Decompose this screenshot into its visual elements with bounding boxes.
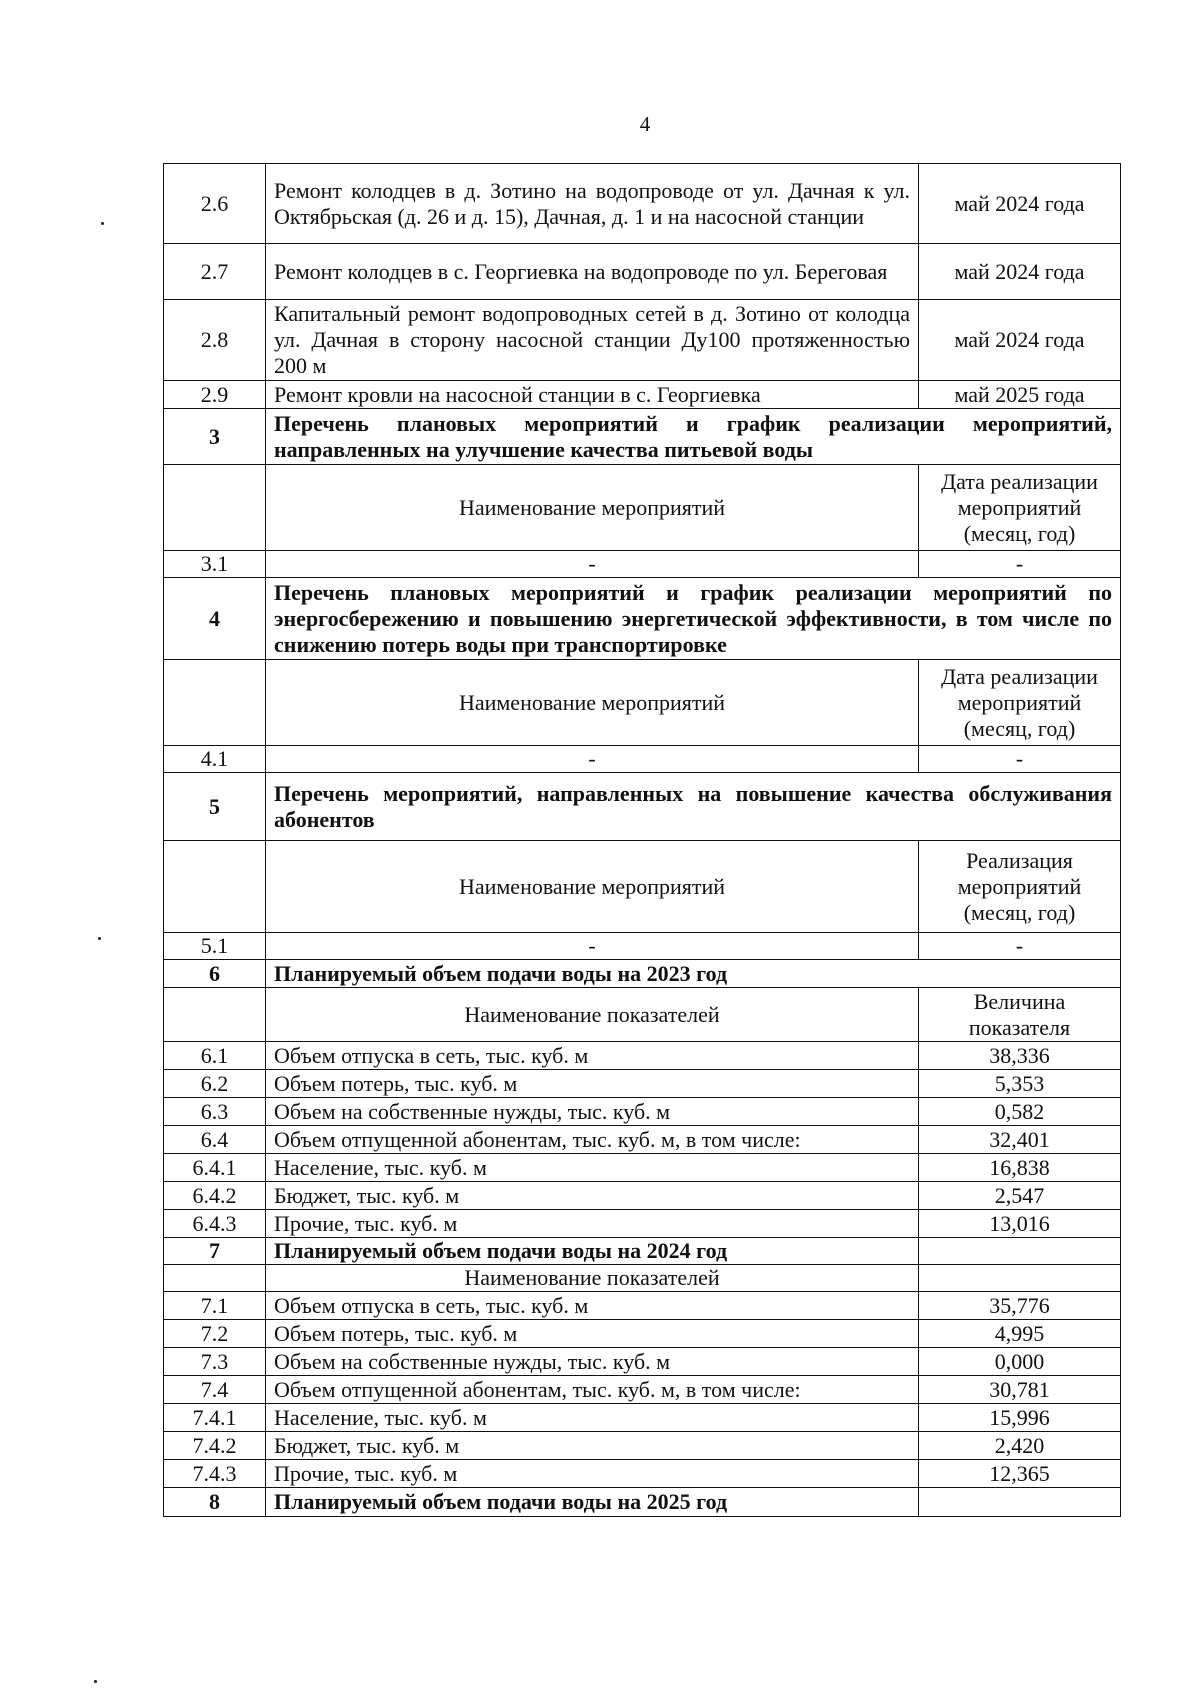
indicator-name: Объем отпуска в сеть, тыс. куб. м [266,1042,919,1070]
empty-cell [164,1265,266,1292]
measure-date: май 2024 года [919,164,1121,244]
section-number: 7 [164,1238,266,1265]
table-row [164,1070,1121,1098]
row-number: 2.8 [164,300,266,381]
section-title: Планируемый объем подачи воды на 2024 год [266,1238,919,1265]
indicator-value: 5,353 [919,1070,1121,1098]
section-row [164,773,1121,841]
table-row [164,1182,1121,1210]
scan-speck [98,937,101,940]
indicator-name: Объем отпущенной абонентам, тыс. куб. м, в том числе: [266,1376,919,1404]
column-header-row [164,660,1121,746]
page-number: 4 [639,112,651,136]
column-header-name: Наименование мероприятий [266,465,919,551]
column-header-indicator: Наименование показателей [266,988,919,1042]
section-title: Перечень плановых мероприятий и график реализации мероприятий по энергосбережению и повышению энергетической эффективности, в том числе по снижению потерь воды при транспортировке [266,578,1121,660]
table-row [164,1404,1121,1432]
indicator-name: Население, тыс. куб. м [266,1154,919,1182]
column-header-date: Дата реализации мероприятий (месяц, год) [919,660,1121,746]
indicator-name: Объем на собственные нужды, тыс. куб. м [266,1348,919,1376]
measure-date: май 2024 года [919,244,1121,300]
indicator-value: 4,995 [919,1320,1121,1348]
table-row [164,1460,1121,1488]
empty-cell [164,988,266,1042]
measure-name: Капитальный ремонт водопроводных сетей в д. Зотино от колодца ул. Дачная в сторону насосной станции Ду100 протяженностью 200 м [266,300,919,381]
row-number: 7.4.1 [164,1404,266,1432]
indicator-name: Объем потерь, тыс. куб. м [266,1070,919,1098]
indicator-name: Население, тыс. куб. м [266,1404,919,1432]
table-row [164,164,1121,244]
table-row [164,300,1121,381]
measure-date: - [919,933,1121,960]
indicator-value: 0,000 [919,1348,1121,1376]
section-title: Планируемый объем подачи воды на 2025 год [266,1488,919,1517]
measure-name: - [266,933,919,960]
indicator-value: 2,547 [919,1182,1121,1210]
row-number: 2.7 [164,244,266,300]
table-row [164,1154,1121,1182]
column-header-value [919,1265,1121,1292]
indicator-name: Объем потерь, тыс. куб. м [266,1320,919,1348]
scan-speck [101,222,104,225]
section-number: 3 [164,409,266,465]
row-number: 6.3 [164,1098,266,1126]
column-header-name: Наименование мероприятий [266,841,919,933]
indicator-value: 15,996 [919,1404,1121,1432]
row-number: 7.1 [164,1292,266,1320]
table-row [164,381,1121,409]
indicator-name: Прочие, тыс. куб. м [266,1460,919,1488]
measures-table [163,163,1121,1517]
row-number: 7.3 [164,1348,266,1376]
section-row [164,1488,1121,1517]
section-title: Перечень мероприятий, направленных на повышение качества обслуживания абонентов [266,773,1121,841]
row-number: 6.2 [164,1070,266,1098]
empty-cell [164,660,266,746]
table-row [164,1432,1121,1460]
column-header-row [164,465,1121,551]
row-number: 6.4.2 [164,1182,266,1210]
row-number: 4.1 [164,746,266,773]
empty-cell [164,465,266,551]
indicator-value: 32,401 [919,1126,1121,1154]
indicator-value: 2,420 [919,1432,1121,1460]
indicator-value: 16,838 [919,1154,1121,1182]
table-row [164,1320,1121,1348]
row-number: 6.4.1 [164,1154,266,1182]
row-number: 7.4.2 [164,1432,266,1460]
row-number: 7.2 [164,1320,266,1348]
table-row [164,1042,1121,1070]
section-title: Перечень плановых мероприятий и график реализации мероприятий, направленных на улучшение качества питьевой воды [266,409,1121,465]
column-header-date: Дата реализации мероприятий (месяц, год) [919,465,1121,551]
measure-date: - [919,551,1121,578]
indicator-name: Объем отпуска в сеть, тыс. куб. м [266,1292,919,1320]
empty-cell [164,841,266,933]
indicator-value: 0,582 [919,1098,1121,1126]
measure-date: май 2025 года [919,381,1121,409]
row-number: 2.6 [164,164,266,244]
row-number: 5.1 [164,933,266,960]
table-row [164,1348,1121,1376]
column-header-value: Величина показателя [919,988,1121,1042]
indicator-value [919,1238,1121,1265]
measure-name: Ремонт кровли на насосной станции в с. Георгиевка [266,381,919,409]
table-row [164,933,1121,960]
column-header-row [164,841,1121,933]
indicator-value [919,1488,1121,1517]
indicator-value: 13,016 [919,1210,1121,1238]
row-number: 3.1 [164,551,266,578]
row-number: 6.1 [164,1042,266,1070]
section-row [164,1238,1121,1265]
measure-name: - [266,551,919,578]
indicator-name: Прочие, тыс. куб. м [266,1210,919,1238]
section-number: 5 [164,773,266,841]
table-row [164,746,1121,773]
column-header-row [164,1265,1121,1292]
measure-date: май 2024 года [919,300,1121,381]
scan-speck [94,1680,97,1683]
indicator-name: Бюджет, тыс. куб. м [266,1432,919,1460]
measure-name: Ремонт колодцев в с. Георгиевка на водопроводе по ул. Береговая [266,244,919,300]
section-number: 6 [164,960,266,988]
table-row [164,1098,1121,1126]
table-row [164,1210,1121,1238]
indicator-name: Объем отпущенной абонентам, тыс. куб. м, в том числе: [266,1126,919,1154]
section-row [164,960,1121,988]
table-row [164,1376,1121,1404]
section-row [164,578,1121,660]
table-row [164,244,1121,300]
row-number: 2.9 [164,381,266,409]
row-number: 7.4.3 [164,1460,266,1488]
indicator-name: Бюджет, тыс. куб. м [266,1182,919,1210]
indicator-value: 12,365 [919,1460,1121,1488]
table-row [164,1292,1121,1320]
section-row [164,409,1121,465]
column-header-date: Реализация мероприятий (месяц, год) [919,841,1121,933]
column-header-name: Наименование мероприятий [266,660,919,746]
row-number: 6.4.3 [164,1210,266,1238]
measure-date: - [919,746,1121,773]
row-number: 7.4 [164,1376,266,1404]
table-row [164,1126,1121,1154]
section-number: 8 [164,1488,266,1517]
row-number: 6.4 [164,1126,266,1154]
indicator-value: 35,776 [919,1292,1121,1320]
section-title: Планируемый объем подачи воды на 2023 год [266,960,1121,988]
indicator-value: 38,336 [919,1042,1121,1070]
indicator-name: Объем на собственные нужды, тыс. куб. м [266,1098,919,1126]
column-header-row [164,988,1121,1042]
measure-name: Ремонт колодцев в д. Зотино на водопроводе от ул. Дачная к ул. Октябрьская (д. 26 и д. 15), Дачная, д. 1 и на насосной станции [266,164,919,244]
section-number: 4 [164,578,266,660]
table-row [164,551,1121,578]
column-header-indicator: Наименование показателей [266,1265,919,1292]
measure-name: - [266,746,919,773]
indicator-value: 30,781 [919,1376,1121,1404]
